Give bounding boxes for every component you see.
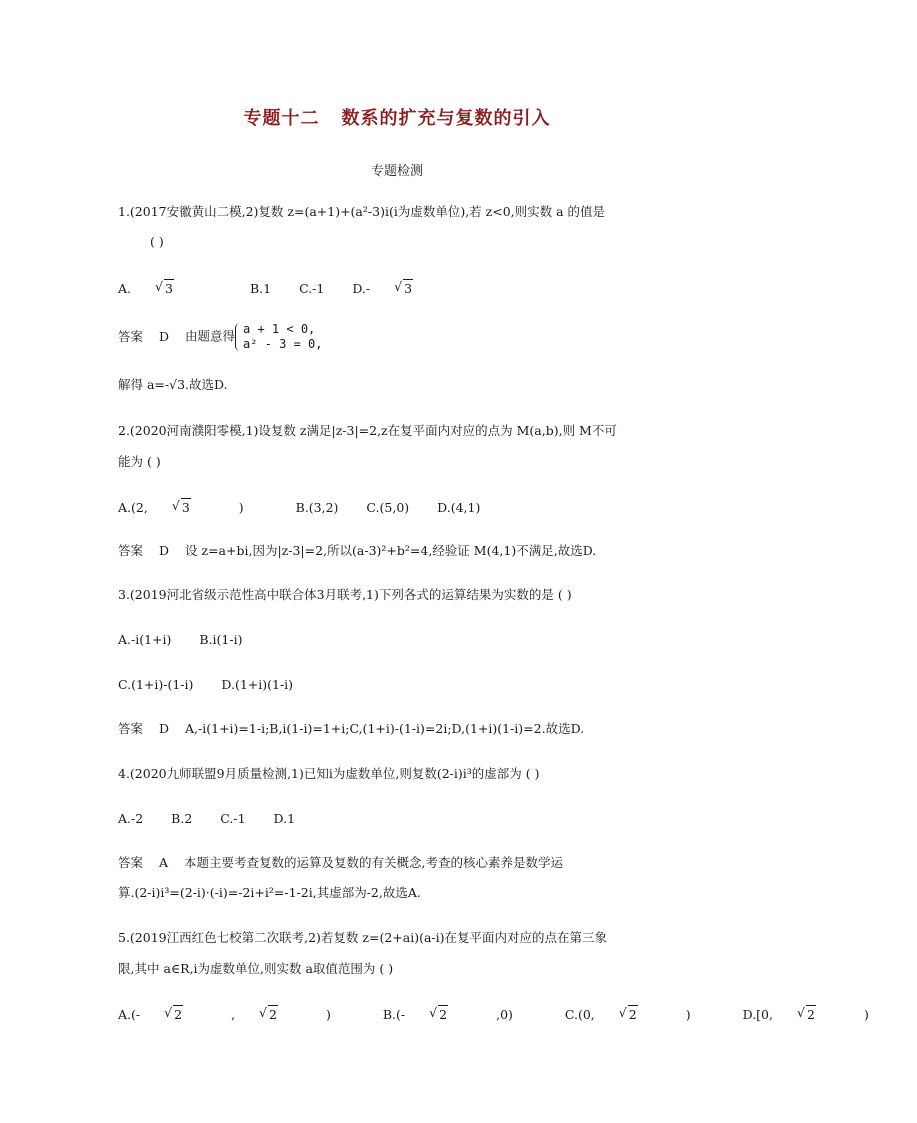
q5-option-b: B.(-√ 2 ,0) <box>383 1005 537 1024</box>
title-topic-name: 数系的扩充与复数的引入 <box>341 108 551 129</box>
q4-option-d: D.1 <box>273 811 296 826</box>
answer-label: 答案 <box>118 328 144 344</box>
answer-label: 答案 <box>118 721 144 736</box>
q3-stem: 3.(2019河北省级示范性高中联合体3月联考,1)下列各式的运算结果为实数的是 ( ) <box>118 587 572 602</box>
answer-key: D <box>159 543 170 558</box>
q3-option-b: B.i(1-i) <box>199 632 243 647</box>
q1-option-b: B.1 <box>249 281 272 296</box>
title-topic-number: 专题十二 <box>243 108 320 129</box>
answer-key: D <box>159 721 170 736</box>
q2-option-a: A.(2,√ 3 ) <box>118 498 268 517</box>
q1-option-c: C.-1 <box>299 281 325 296</box>
q2-answer <box>118 542 596 560</box>
q2-option-d: D.(4,1) <box>437 500 481 515</box>
q3-option-d: D.(1+i)(1-i) <box>221 677 294 692</box>
q5-options <box>118 1005 917 1024</box>
q2-option-c: C.(5,0) <box>366 500 410 515</box>
q1-option-d: D.-√ 3 <box>352 279 461 298</box>
q1-options <box>118 279 485 298</box>
equation-system: a + 1 < 0, a² - 3 = 0, <box>235 322 322 352</box>
q3-options-row1 <box>118 631 266 649</box>
q5-option-d: D.[0,√ 2 ) <box>743 1005 893 1024</box>
page-title <box>0 104 794 130</box>
section-subtitle: 专题检测 <box>370 164 423 179</box>
q4-option-a: A.-2 <box>118 811 144 826</box>
q2-stem-line2: 能为 ( ) <box>118 454 161 469</box>
q5-option-c: C.(0,√ 2 ) <box>565 1005 715 1024</box>
q3-option-c: C.(1+i)-(1-i) <box>118 677 194 692</box>
q3-option-a: A.-i(1+i) <box>118 632 172 647</box>
answer-key: A <box>159 855 169 870</box>
answer-text: A,-i(1+i)=1-i;B,i(1-i)=1+i;C,(1+i)-(1-i)=2i;D,(1+i)(1-i)=2.故选D. <box>185 721 585 736</box>
q4-answer-conclusion: 算.(2-i)i³=(2-i)·(-i)=-2i+i²=-1-2i,其虚部为-2,故选A. <box>118 885 421 900</box>
answer-text: 本题主要考查复数的运算及复数的有关概念,考查的核心素养是数学运 <box>184 855 563 870</box>
q4-option-c: C.-1 <box>220 811 246 826</box>
q2-option-b: B.(3,2) <box>295 500 339 515</box>
q1-answer-conclusion: 解得 a=-√3.故选D. <box>118 377 228 392</box>
q1-stem: 1.(2017安徽黄山二模,2)复数 z=(a+1)+(a²-3)i(i为虚数单位),若 z<0,则实数 a 的值是 <box>118 204 606 219</box>
q5-option-a: A.(-√ 2 ,√ 2 ) <box>118 1005 355 1024</box>
answer-text: 由题意得 <box>185 328 236 344</box>
answer-key: D <box>159 328 170 344</box>
q4-stem: 4.(2020九师联盟9月质量检测,1)已知i为虚数单位,则复数(2-i)i³的虚部为 ( ) <box>118 766 540 781</box>
q3-answer <box>118 720 584 738</box>
answer-text: 设 z=a+bi,因为|z-3|=2,所以(a-3)²+b²=4,经验证 M(4,1)不满足,故选D. <box>185 543 597 558</box>
q4-option-b: B.2 <box>171 811 193 826</box>
answer-label: 答案 <box>118 543 144 558</box>
q1-answer <box>118 322 323 352</box>
q5-stem-line2: 限,其中 a∈R,i为虚数单位,则实数 a取值范围为 ( ) <box>118 961 394 976</box>
q2-stem-line1: 2.(2020河南濮阳零模,1)设复数 z满足|z-3|=2,z在复平面内对应的点为 M(a,b),则 M不可 <box>118 423 617 438</box>
q1-answer-paren: ( ) <box>150 234 164 249</box>
q1-option-a: A.√ 3 <box>118 279 222 298</box>
answer-label: 答案 <box>118 855 144 870</box>
q3-options-row2 <box>118 676 317 694</box>
q4-answer <box>118 854 563 872</box>
q2-options <box>118 498 504 517</box>
q4-options <box>118 810 319 828</box>
q5-stem-line1: 5.(2019江西红色七校第二次联考,2)若复数 z=(2+ai)(a-i)在复平面内对应的点在第三象 <box>118 930 608 945</box>
